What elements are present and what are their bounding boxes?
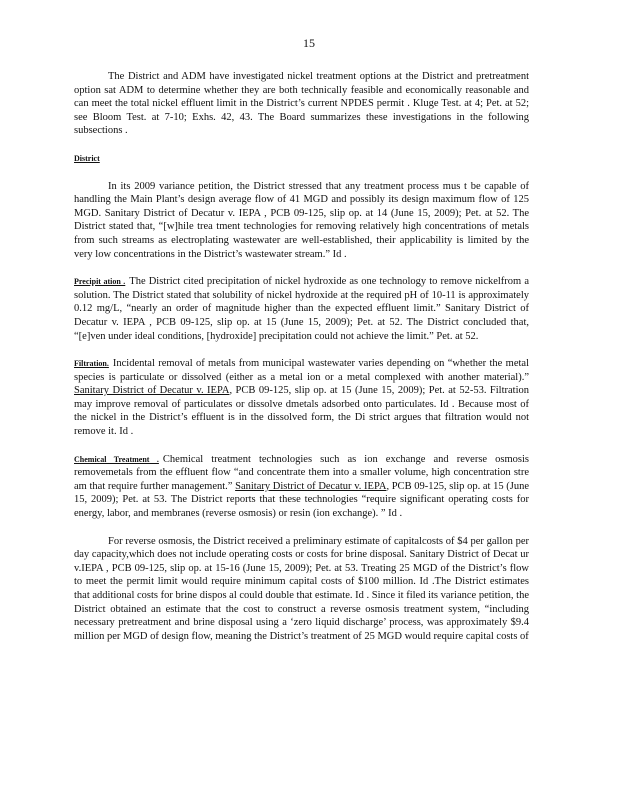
intro-paragraph: The District and ADM have investigated nickel treatment options at the District and pretreatment option sat ADM to determine whether they are both technically feasible and economically reasonable and can meet the total nickel effluent limit in the District’s current NPDES permit . Kluge Test. at 4; Pet. at 52; see Bloom Test. at 7-10; Exhs. 42, 43. The Board summarizes these investigations in the following subsections .: [74, 71, 529, 137]
precipitation-paragraph: [74, 275, 529, 343]
district-heading: District: [74, 153, 100, 163]
chemical-text-2: , PCB 09-125, slip op. at 15 (June 15, 2009); Pet. at 53. The District reports that these technologies “require significant operating costs for energy, labor, and membranes (reverse osmosis) or resin (ion exchange). ” Id .: [74, 480, 530, 520]
reverse-osmosis-paragraph: For reverse osmosis, the District received a preliminary estimate of capitalcosts of $4 per gallon per day capacity,which does not include operating costs or costs for brine disposal. Sanitary District of Decat ur v.IEPA , PCB 09-125, slip op. at 15-16 (June 15, 2009); Pet. at 53. Treating 25 MGD of the District’s flow to meet the permit limit would require minimum capital costs of $100 million. Id .The District estimates that additional costs for brine dispos al could double that estimate. Id . Since it filed its variance petition, the District obtained an estimate that the cost to construct a reverse osmosis treatment system, “including necessary pretreatment and brine disposal using a ‘zero liquid discharge’ process, was approximately $9.4 million per MGD of design flow, meaning the District’s treatment of 25 MGD would require capital costs of: [74, 535, 529, 642]
chemical-treatment-paragraph: [74, 453, 529, 521]
document-body: [74, 70, 529, 657]
filtration-paragraph: [74, 357, 529, 439]
chemical-case-citation: Sanitary District of Decatur v. IEPA: [235, 480, 387, 492]
filtration-heading: Filtration.: [74, 359, 109, 369]
filtration-text-1: Incidental removal of metals from municipal wastewater varies depending on “whether the metal species is particulate or dissolved (either as a metal ion or a metal complexed with another material).”: [74, 358, 529, 383]
precipitation-heading: Precipit ation .: [74, 277, 126, 287]
district-paragraph: In its 2009 variance petition, the District stressed that any treatment process mus t be capable of handling the Main Plant’s design average flow of 41 MGD and possibly its design maximum flow of 125 MGD. Sanitary District of Decatur v. IEPA , PCB 09-125, slip op. at 14 (June 15, 2009); Pet. at 52. The District stated that, “[w]hile trea tment technologies for removing relatively high concentrations of metals from such streams as electroplating wastewater are well-established, their applicability is limited by the very low concentrations in the District’s wastewater stream.” Id .: [74, 180, 529, 260]
chemical-text-1: Chemical treatment technologies such as ion exchange and reverse osmosis removemetals from the effluent flow “and concentrate them into a smaller volume, high concentration stre am that require further management.”: [74, 453, 529, 492]
precipitation-text: The District cited precipitation of nickel hydroxide as one technology to remove nickelfrom a solution. The District stated that solubility of nickel hydroxide at the required pH of 10-11 is approximately 0.12 mg/L, “nearly an order of magnitude higher than the expected effluent limit.” Sanitary District of Decatur v. IEPA , PCB 09-125, slip op. at 15 (June 15, 2009); Pet. at 52. The District concluded that, “[e]ven under ideal conditions, [hydroxide] precipitation could not achieve the limit.” Pet. at 52.: [74, 276, 529, 342]
page-number: 15: [303, 36, 315, 50]
filtration-case-citation: Sanitary District of Decatur v. IEPA: [74, 385, 230, 397]
filtration-text-2: , PCB 09-125, slip op. at 15 (June 15, 2009); Pet. at 52-53. Filtration may improve removal of particulates or dissolve dmetals adsorbed onto particulates. Id . Because most of the nickel in the District’s effluent is in the dissolved form, the Di strict argues that filtration would not remove it. Id .: [74, 385, 530, 438]
chemical-treatment-heading: Chemical Treatment .: [74, 454, 159, 464]
